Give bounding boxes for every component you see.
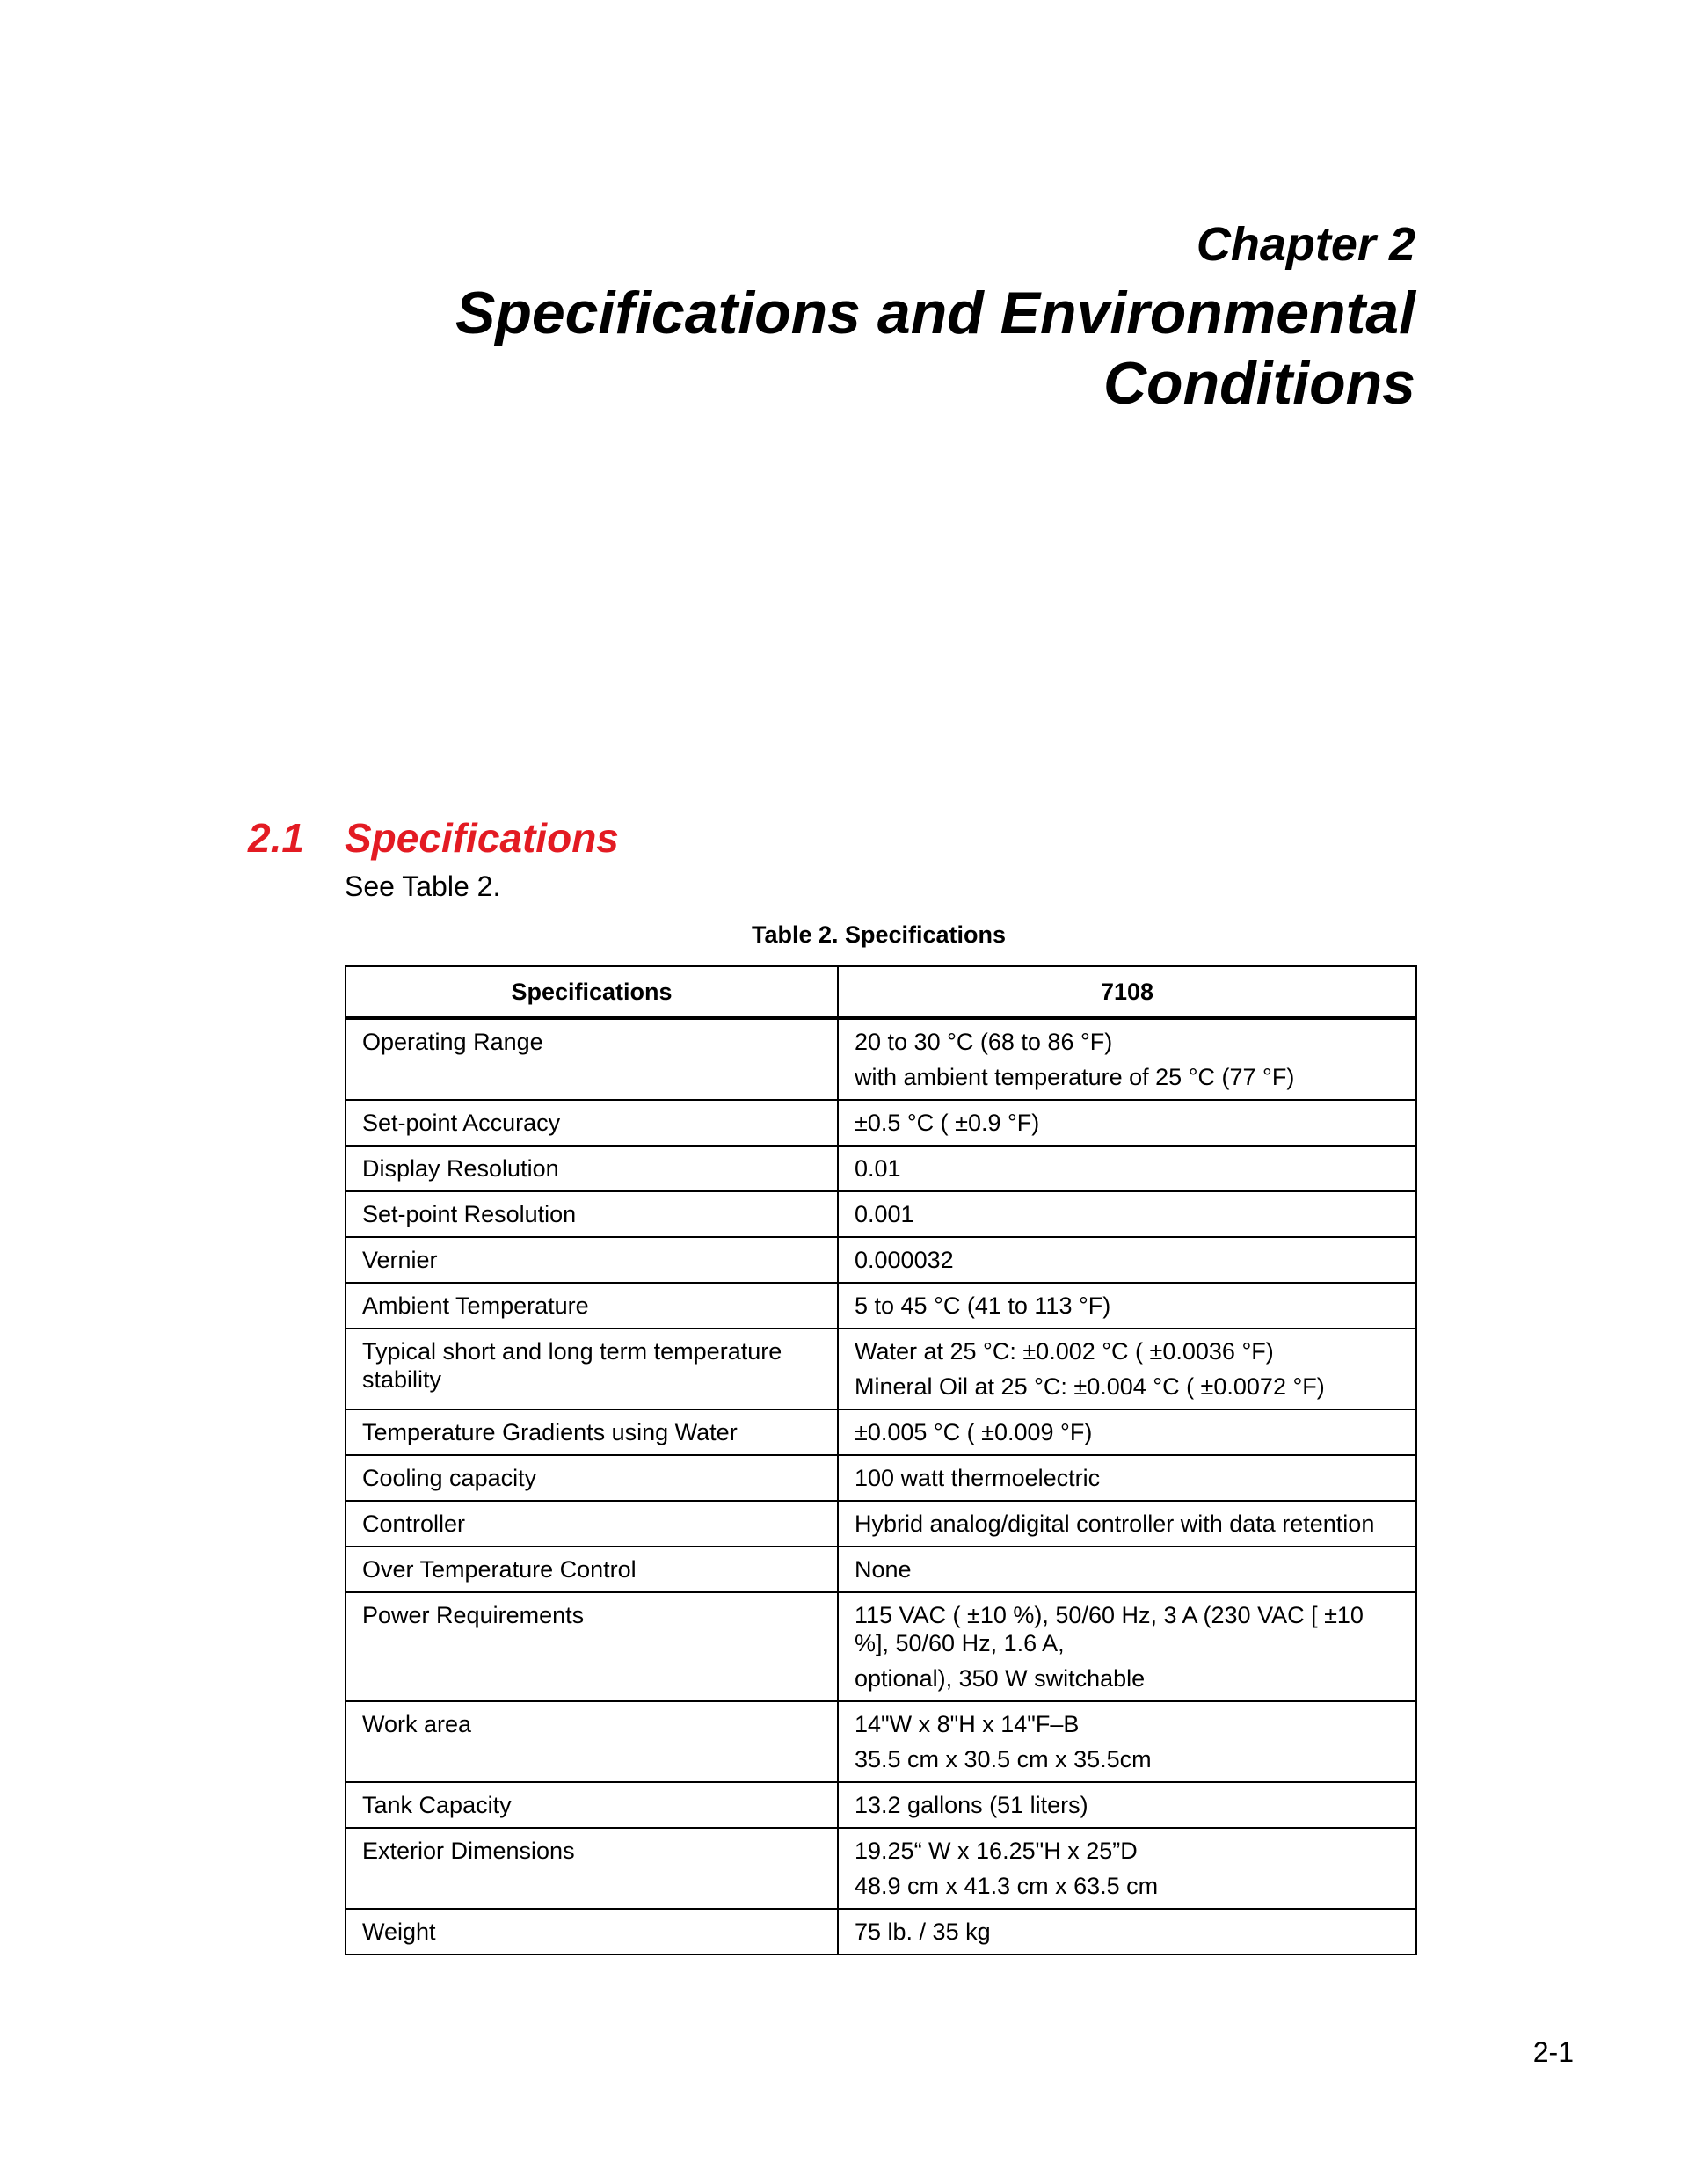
spec-value — [838, 1701, 1416, 1782]
spec-label: Power Requirements — [346, 1592, 838, 1701]
table-header-row — [346, 966, 1416, 1018]
spec-label: Cooling capacity — [346, 1455, 838, 1501]
spec-label: Work area — [346, 1701, 838, 1782]
section-title: Specifications — [345, 815, 619, 861]
table-row — [346, 1828, 1416, 1909]
spec-value-line: ±0.005 °C ( ±0.009 °F) — [855, 1419, 1093, 1445]
spec-value-line: 0.000032 — [855, 1247, 954, 1273]
spec-value — [838, 1018, 1416, 1100]
spec-label: Vernier — [346, 1237, 838, 1283]
spec-value-line: optional), 350 W switchable — [855, 1665, 1146, 1692]
table-row — [346, 1501, 1416, 1547]
spec-value-line: 35.5 cm x 30.5 cm x 35.5cm — [855, 1746, 1152, 1773]
spec-label: Ambient Temperature — [346, 1283, 838, 1329]
spec-value-line: 14"W x 8"H x 14"F–B — [855, 1711, 1080, 1737]
table-row — [346, 1409, 1416, 1455]
spec-label: Set-point Accuracy — [346, 1100, 838, 1146]
spec-label: Tank Capacity — [346, 1782, 838, 1828]
spec-label: Temperature Gradients using Water — [346, 1409, 838, 1455]
spec-label: Operating Range — [346, 1018, 838, 1100]
table-row — [346, 1146, 1416, 1191]
spec-value-line: 100 watt thermoelectric — [855, 1465, 1101, 1491]
table-row — [346, 1701, 1416, 1782]
table-caption: Table 2. Specifications — [751, 921, 1007, 948]
spec-label: Exterior Dimensions — [346, 1828, 838, 1909]
spec-value-line: 0.01 — [855, 1155, 901, 1182]
spec-label: Over Temperature Control — [346, 1547, 838, 1592]
table-row — [346, 1782, 1416, 1828]
spec-value-line: 48.9 cm x 41.3 cm x 63.5 cm — [855, 1873, 1159, 1899]
spec-label: Typical short and long term temperature stability — [346, 1329, 838, 1409]
spec-value — [838, 1191, 1416, 1237]
page-number: 2-1 — [1532, 2036, 1574, 2068]
spec-label: Controller — [346, 1501, 838, 1547]
table-row — [346, 1909, 1416, 1955]
section-intro: See Table 2. — [345, 870, 501, 902]
spec-value — [838, 1329, 1416, 1409]
spec-value — [838, 1592, 1416, 1701]
spec-value-line: Water at 25 °C: ±0.002 °C ( ±0.0036 °F) — [855, 1338, 1274, 1365]
spec-value-line: 0.001 — [855, 1201, 914, 1227]
spec-value-line: Mineral Oil at 25 °C: ±0.004 °C ( ±0.0072 °F) — [855, 1373, 1325, 1400]
spec-value-line: None — [855, 1556, 912, 1583]
spec-value-line: 20 to 30 °C (68 to 86 °F) — [855, 1029, 1113, 1055]
spec-value — [838, 1547, 1416, 1592]
spec-value-line: 75 lb. / 35 kg — [855, 1918, 991, 1945]
header-specifications: Specifications — [346, 966, 838, 1018]
spec-value-line: 13.2 gallons (51 liters) — [855, 1792, 1088, 1818]
spec-value — [838, 1455, 1416, 1501]
header-model: 7108 — [838, 966, 1416, 1018]
table-row — [346, 1455, 1416, 1501]
spec-label: Display Resolution — [346, 1146, 838, 1191]
table-row — [346, 1283, 1416, 1329]
table-row — [346, 1329, 1416, 1409]
spec-value-line: with ambient temperature of 25 °C (77 °F) — [855, 1064, 1295, 1090]
spec-value-line: 115 VAC ( ±10 %), 50/60 Hz, 3 A (230 VAC [ ±10 %], 50/60 Hz, 1.6 A, — [855, 1602, 1364, 1656]
table-row — [346, 1592, 1416, 1701]
table-body — [346, 1018, 1416, 1955]
spec-value — [838, 1501, 1416, 1547]
spec-value-line: 5 to 45 °C (41 to 113 °F) — [855, 1292, 1111, 1319]
spec-value-line: ±0.5 °C ( ±0.9 °F) — [855, 1110, 1040, 1136]
spec-value — [838, 1100, 1416, 1146]
specifications-table — [345, 965, 1417, 1955]
spec-value — [838, 1283, 1416, 1329]
table-row — [346, 1237, 1416, 1283]
spec-label: Set-point Resolution — [346, 1191, 838, 1237]
spec-value — [838, 1909, 1416, 1955]
spec-value — [838, 1146, 1416, 1191]
table-row — [346, 1547, 1416, 1592]
table-row — [346, 1018, 1416, 1100]
chapter-label: Chapter 2 — [1196, 218, 1415, 271]
chapter-title: Specifications and Environmental Conditions — [455, 280, 1415, 417]
spec-value — [838, 1828, 1416, 1909]
spec-label: Weight — [346, 1909, 838, 1955]
spec-value-line: 19.25“ W x 16.25"H x 25”D — [855, 1838, 1138, 1864]
table-row — [346, 1191, 1416, 1237]
spec-value — [838, 1782, 1416, 1828]
spec-value-line: Hybrid analog/digital controller with data retention — [855, 1511, 1375, 1537]
spec-value — [838, 1409, 1416, 1455]
spec-value — [838, 1237, 1416, 1283]
section-number: 2.1 — [248, 815, 304, 861]
section-heading — [248, 813, 619, 863]
table-row — [346, 1100, 1416, 1146]
